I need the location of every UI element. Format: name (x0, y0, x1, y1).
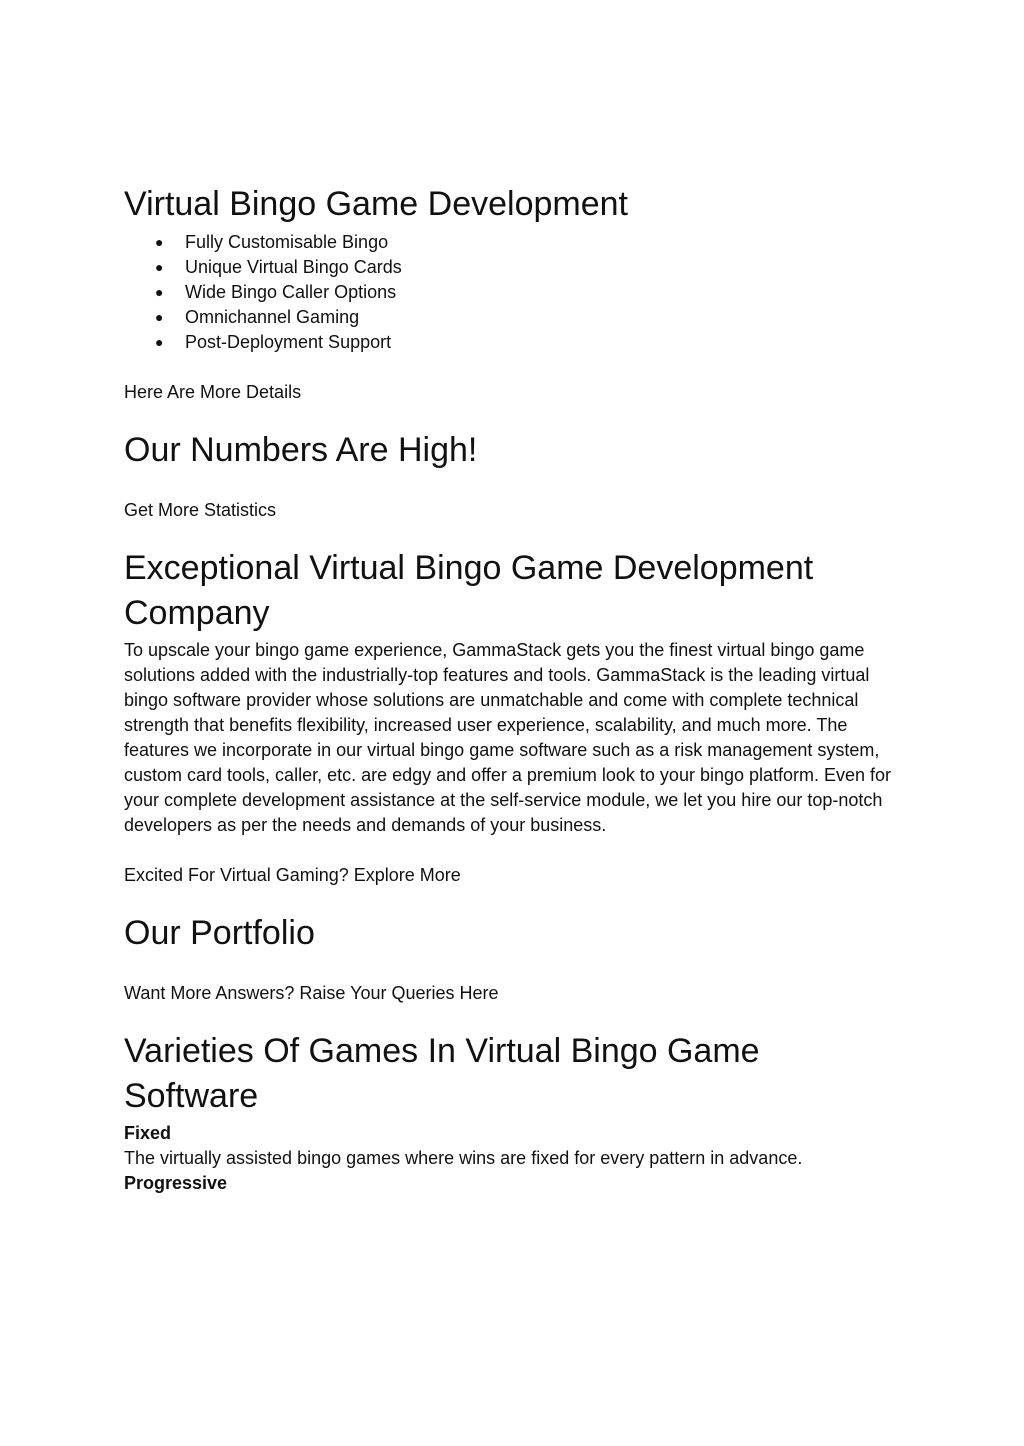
document-page (124, 180, 894, 1196)
heading-varieties: Varieties Of Games In Virtual Bingo Game Software (124, 1032, 760, 1115)
list-item-text: Omnichannel Gaming (185, 307, 360, 327)
bullet-icon: ● (155, 259, 164, 275)
heading-numbers: Our Numbers Are High! (124, 431, 478, 469)
variety-title-progressive: Progressive (124, 1173, 228, 1193)
heading-company: Exceptional Virtual Bingo Game Development Company (124, 549, 814, 632)
heading-portfolio: Our Portfolio (124, 914, 315, 952)
list-item-text: Unique Virtual Bingo Cards (185, 257, 402, 277)
more-details-text: Here Are More Details (124, 382, 302, 402)
explore-more-text: Excited For Virtual Gaming? Explore More (124, 865, 461, 885)
bullet-icon: ● (155, 284, 164, 300)
list-item-text: Wide Bingo Caller Options (185, 282, 397, 302)
varieties-list (124, 1121, 894, 1196)
list-item (124, 330, 894, 355)
more-statistics-text: Get More Statistics (124, 500, 277, 520)
list-item (124, 230, 894, 255)
bullet-icon: ● (155, 334, 164, 350)
list-item-text: Post-Deployment Support (185, 332, 392, 352)
company-description: To upscale your bingo game experience, GammaStack gets you the finest virtual bingo game solutions added with the industrially-top features and tools. GammaStack is the leading virtual bingo software provider whose solutions are unmatchable and come with complete technical strength that benefits flexibility, increased user experience, scalability, and much more. The features we incorporate in our virtual bingo game software such as a risk management system, custom card tools, caller, etc. are edgy and offer a premium look to your bingo platform. Even for your complete development assistance at the self-service module, we let you hire our top-notch developers as per the needs and demands of your business. (124, 640, 892, 835)
bullet-icon: ● (155, 309, 164, 325)
list-item (124, 280, 894, 305)
list-item-text: Fully Customisable Bingo (185, 232, 389, 252)
variety-title-fixed: Fixed (124, 1123, 172, 1143)
variety-description-fixed: The virtually assisted bingo games where wins are fixed for every pattern in advance. (124, 1148, 803, 1168)
bullet-icon: ● (155, 234, 164, 250)
list-item (124, 305, 894, 330)
feature-list (124, 230, 894, 355)
heading-virtual-bingo-development: Virtual Bingo Game Development (124, 185, 628, 223)
list-item (124, 255, 894, 280)
raise-queries-text: Want More Answers? Raise Your Queries Here (124, 983, 499, 1003)
